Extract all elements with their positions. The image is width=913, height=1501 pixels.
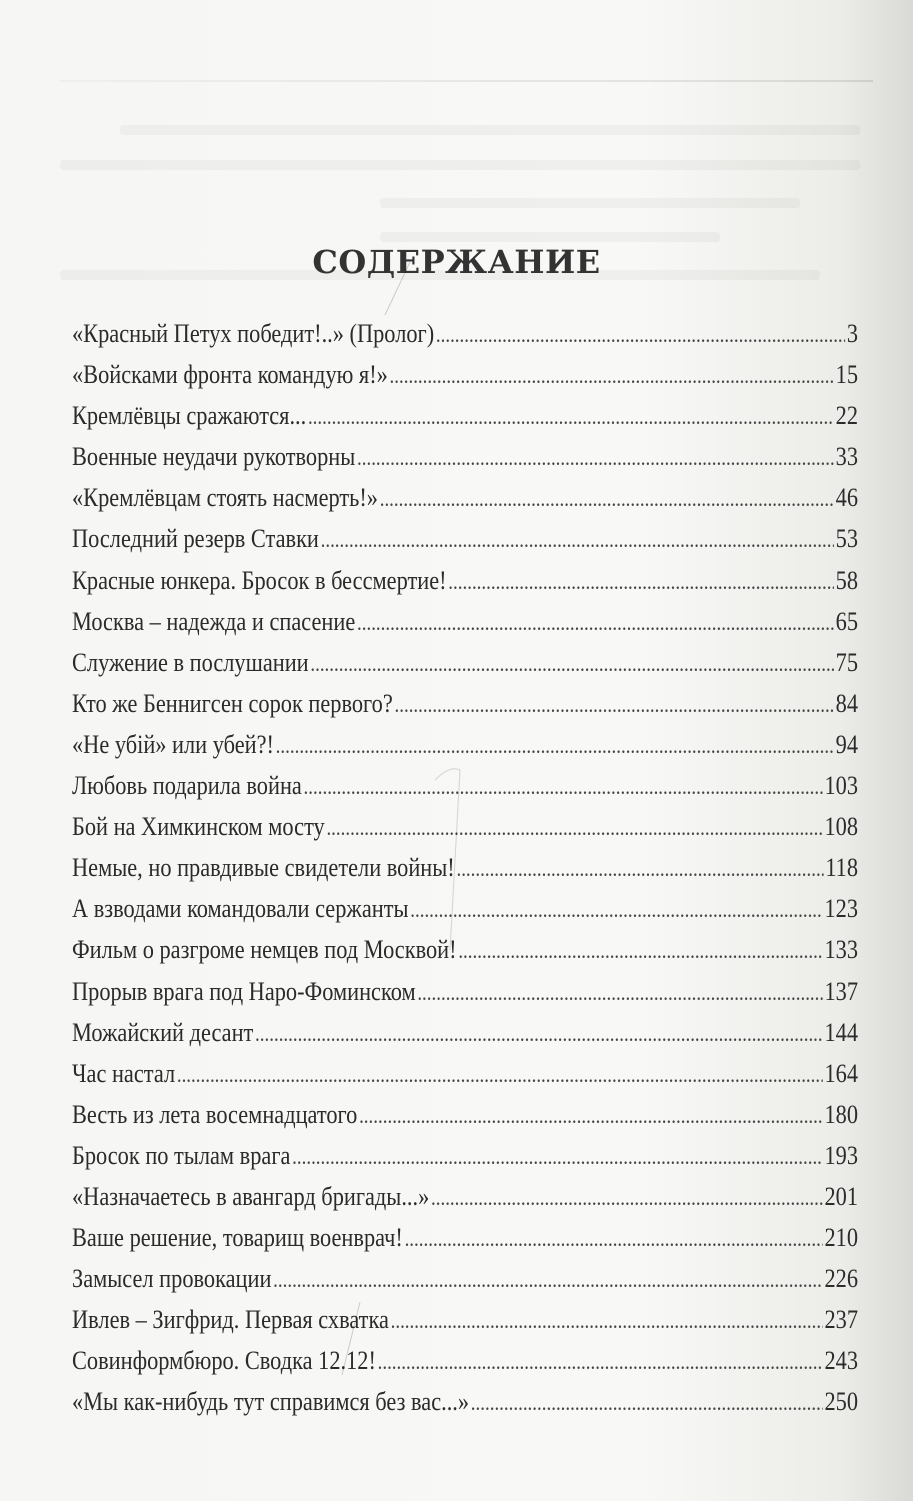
dot-leader: [391, 1300, 823, 1341]
dot-leader: [304, 766, 823, 807]
toc-entry-page: 33: [835, 442, 859, 472]
dot-leader: [292, 1136, 823, 1177]
toc-entry-title: А взводами командовали сержанты: [72, 894, 409, 924]
toc-entry-page: 144: [824, 1017, 859, 1047]
toc-entry: [72, 888, 858, 929]
toc-entry-page: 118: [825, 853, 859, 883]
toc-entry: [72, 313, 858, 354]
toc-entry-title: Совинформбюро. Сводка 12.12!: [72, 1346, 376, 1376]
toc-entry-title: Бросок по тылам врага: [72, 1140, 291, 1170]
dot-leader: [310, 643, 834, 684]
dot-leader: [448, 561, 834, 602]
toc-entry: [72, 601, 858, 642]
dot-leader: [308, 396, 834, 437]
toc-entry: [72, 724, 858, 765]
dot-leader: [378, 1341, 823, 1382]
toc-entry: [72, 477, 858, 518]
dot-leader: [177, 1054, 823, 1095]
toc-entry: [72, 1176, 858, 1217]
toc-entry: [72, 1258, 858, 1299]
toc-entry-title: Фильм о разгроме немцев под Москвой!: [72, 935, 457, 965]
toc-entry: [72, 1135, 858, 1176]
dot-leader: [276, 725, 834, 766]
toc-entry-title: Ивлев – Зигфрид. Первая схватка: [72, 1305, 389, 1335]
toc-entry: [72, 642, 858, 683]
dot-leader: [456, 848, 823, 889]
dot-leader: [410, 889, 823, 930]
toc-entry: [72, 971, 858, 1012]
toc-entry-title: Служение в послушании: [72, 647, 309, 677]
toc-entry-page: 201: [824, 1181, 859, 1211]
toc-entry: [72, 1094, 858, 1135]
reverse-running-header-rule: [60, 80, 873, 82]
toc-entry-page: 84: [835, 688, 859, 718]
toc-entry-title: Военные неудачи рукотворны: [72, 442, 356, 472]
toc-entry-title: «Войсками фронта командую я!»: [72, 360, 388, 390]
dot-leader: [255, 1013, 823, 1054]
toc-entry-title: Прорыв врага под Наро-Фоминском: [72, 976, 416, 1006]
toc-entry-page: 250: [824, 1387, 859, 1417]
dot-leader: [395, 684, 834, 725]
toc-entry-page: 180: [824, 1099, 859, 1129]
toc-entry-page: 237: [824, 1305, 859, 1335]
dot-leader: [380, 478, 834, 519]
toc-entry-page: 164: [824, 1058, 859, 1088]
toc-entry: [72, 1217, 858, 1258]
dot-leader: [357, 437, 834, 478]
toc-entry: [72, 1299, 858, 1340]
toc-entry: [72, 1381, 858, 1422]
toc-entry-page: 3: [846, 319, 859, 348]
toc-entry-page: 75: [835, 647, 859, 677]
toc-entry: [72, 847, 858, 888]
toc-entry-title: «Мы как-нибудь тут справимся без вас...»: [72, 1387, 470, 1417]
dot-leader: [390, 355, 834, 396]
toc-entry-title: Последний резерв Ставки: [72, 524, 319, 554]
toc-entry-page: 103: [824, 771, 859, 801]
toc-entry: [72, 1012, 858, 1053]
toc-entry-page: 137: [824, 976, 859, 1006]
toc-entry-title: «Не убій» или убей?!: [72, 729, 274, 759]
toc-entry-title: Немые, но правдивые свидетели войны!: [72, 853, 455, 883]
toc-entry-title: Москва – надежда и спасение: [72, 606, 356, 636]
dot-leader: [321, 519, 834, 560]
toc-entry-page: 243: [824, 1346, 859, 1376]
toc-entry-title: Весть из лета восемнадцатого: [72, 1099, 358, 1129]
toc-entry: [72, 560, 858, 601]
toc-entry: [72, 395, 858, 436]
toc-entry: [72, 1053, 858, 1094]
dot-leader: [458, 930, 822, 971]
reverse-text-line: [380, 198, 800, 208]
toc-entry-page: 210: [824, 1223, 859, 1253]
toc-entry: [72, 683, 858, 724]
toc-entry: [72, 436, 858, 477]
reverse-text-line: [120, 125, 860, 135]
toc-entry-title: Час настал: [72, 1058, 176, 1088]
toc-entry-page: 58: [835, 565, 859, 595]
toc-entry-page: 53: [835, 524, 859, 554]
toc-entry: [72, 1340, 858, 1381]
toc-entry-title: Можайский десант: [72, 1017, 254, 1047]
toc-entry-title: «Назначаетесь в авангард бригады...»: [72, 1181, 430, 1211]
toc-entry: [72, 806, 858, 847]
toc-entry-title: Кто же Беннигсен сорок первого?: [72, 688, 393, 718]
toc-entry-title: Любовь подарила война: [72, 771, 302, 801]
dot-leader: [431, 1177, 823, 1218]
toc-entry-page: 94: [835, 729, 859, 759]
toc-entry-page: 133: [824, 935, 859, 965]
reverse-text-line: [380, 232, 720, 242]
toc-entry: [72, 929, 858, 970]
toc-entry-page: 108: [824, 812, 859, 842]
dot-leader: [359, 1095, 823, 1136]
dot-leader: [273, 1259, 823, 1300]
dot-leader: [417, 972, 822, 1013]
dot-leader: [357, 602, 834, 643]
toc-entry-page: 65: [835, 606, 859, 636]
dot-leader: [326, 807, 822, 848]
toc-entry-title: Красные юнкера. Бросок в бессмертие!: [72, 565, 447, 595]
toc-entry: [72, 765, 858, 806]
dot-leader: [436, 314, 845, 355]
toc-entry-title: Замысел провокации: [72, 1264, 272, 1294]
dot-leader: [471, 1382, 823, 1423]
toc-entry-page: 123: [824, 894, 859, 924]
toc-entry-title: «Красный Петух победит!..» (Пролог): [72, 319, 435, 348]
toc-entry-page: 226: [824, 1264, 859, 1294]
toc-entry-title: «Кремлёвцам стоять насмерть!»: [72, 483, 378, 513]
toc-entry-page: 46: [835, 483, 859, 513]
page-title: СОДЕРЖАНИЕ: [312, 243, 601, 281]
toc-entry-title: Кремлёвцы сражаются...: [72, 401, 307, 431]
toc-entry-title: Ваше решение, товарищ военврач!: [72, 1223, 403, 1253]
toc-entry: [72, 518, 858, 559]
toc-entry-page: 193: [824, 1140, 859, 1170]
toc-entry-page: 22: [835, 401, 859, 431]
toc-entry: [72, 354, 858, 395]
toc-entry-page: 15: [835, 360, 859, 390]
table-of-contents: [72, 313, 858, 1423]
toc-entry-title: Бой на Химкинском мосту: [72, 812, 325, 842]
reverse-text-line: [60, 160, 860, 170]
dot-leader: [405, 1218, 823, 1259]
